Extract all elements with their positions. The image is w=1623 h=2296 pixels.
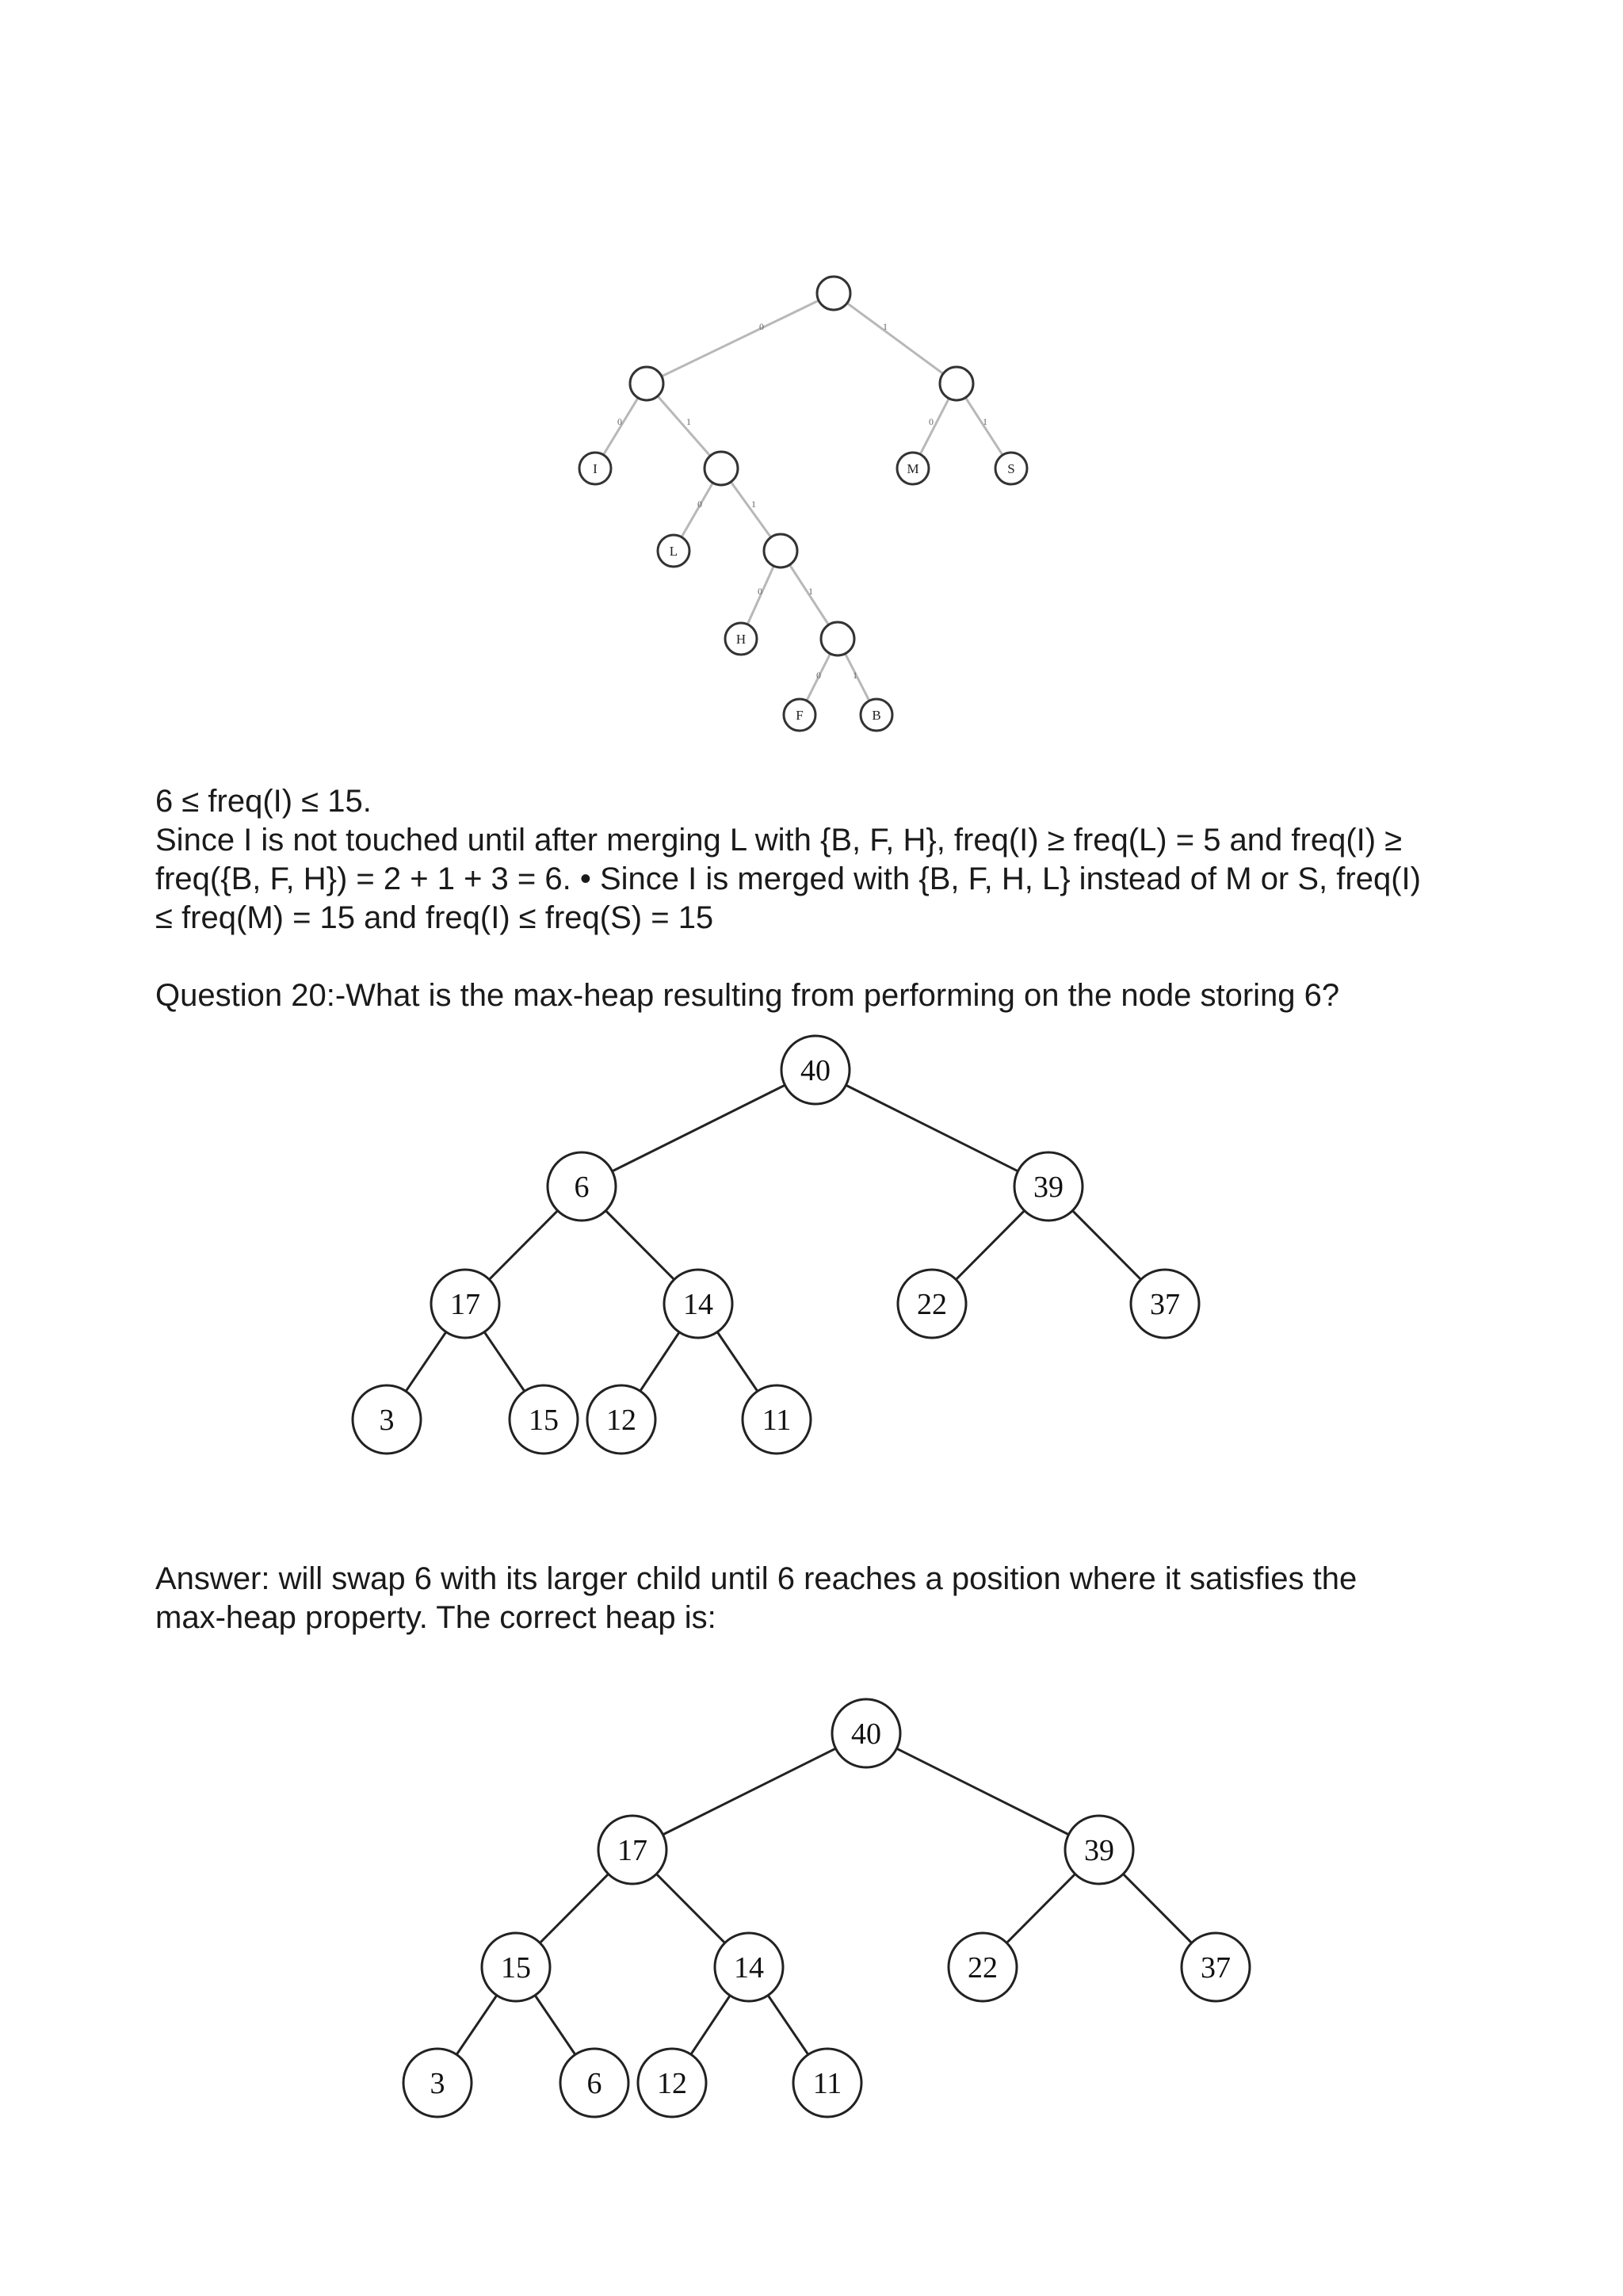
heap-node-value: 11 [812, 2067, 842, 2100]
internal-node [705, 452, 738, 485]
heap-node-value: 15 [501, 1951, 531, 1985]
internal-node [764, 534, 797, 567]
internal-node [821, 622, 854, 655]
edge-label-0: 0 [617, 416, 622, 427]
leaf-label-H: H [735, 632, 747, 647]
edge-label-1: 1 [686, 416, 691, 427]
edge-label-0: 0 [758, 586, 762, 597]
answer-line-1: Answer: will swap 6 with its larger child until 6 reaches a position where it satisfies the [155, 1561, 1358, 1596]
heap-node-value: 14 [734, 1951, 764, 1985]
heap-node-value: 22 [917, 1288, 947, 1321]
heap-node-value: 39 [1033, 1171, 1064, 1204]
heap-node-value: 37 [1150, 1288, 1180, 1321]
answer-line-2: max-heap property. The correct heap is: [155, 1600, 716, 1635]
heap-after-diagram [0, 1684, 1623, 2136]
heap-node-value: 3 [379, 1404, 395, 1437]
heap-node-value: 40 [800, 1054, 831, 1087]
leaf-label-L: L [669, 544, 678, 559]
heap-before-diagram [0, 1022, 1623, 1474]
heap-node-value: 6 [574, 1171, 590, 1204]
edge-label-1: 1 [751, 499, 756, 510]
heap-node-value: 40 [851, 1717, 881, 1751]
explanation-line-2: freq({B, F, H}) = 2 + 1 + 3 = 6. • Since I is merged with {B, F, H, L} instead of M or S, freq(I) [155, 861, 1421, 896]
edge-label-1: 1 [808, 586, 813, 597]
huffman-tree [0, 262, 1623, 737]
edge-label-0: 0 [759, 321, 764, 332]
heap-node-value: 14 [683, 1288, 713, 1321]
heap-node-value: 37 [1201, 1951, 1231, 1985]
edge-label-0: 0 [929, 416, 934, 427]
edge-label-1: 1 [983, 416, 987, 427]
range-statement: 6 ≤ freq(I) ≤ 15. [155, 784, 372, 819]
internal-node-root [817, 277, 850, 310]
heap-node-value: 22 [968, 1951, 998, 1985]
edge-label-0: 0 [816, 670, 821, 681]
internal-node [940, 367, 973, 400]
heap-node-value: 17 [617, 1834, 647, 1867]
heap-node-value: 11 [762, 1404, 792, 1437]
explanation-line-1: Since I is not touched until after merging L with {B, F, H}, freq(I) ≥ freq(L) = 5 and freq(I) ≥ [155, 823, 1403, 858]
explanation-line-3: ≤ freq(M) = 15 and freq(I) ≤ freq(S) = 15 [155, 900, 714, 935]
edge-label-1: 1 [853, 670, 857, 681]
leaf-label-M: M [907, 461, 919, 476]
leaf-label-I: I [593, 461, 598, 476]
heap-node-value: 3 [430, 2067, 445, 2100]
heap-node-value: 15 [529, 1404, 559, 1437]
edge-label-1: 1 [883, 321, 888, 332]
leaf-label-F: F [796, 708, 804, 723]
heap-node-value: 12 [606, 1404, 636, 1437]
heap-node-value: 6 [586, 2067, 602, 2100]
heap-node-value: 17 [450, 1288, 480, 1321]
leaf-label-B: B [872, 708, 881, 723]
leaf-label-S: S [1007, 461, 1015, 476]
heap-node-value: 39 [1084, 1834, 1114, 1867]
heap-node-value: 12 [657, 2067, 687, 2100]
question-20: Question 20:-What is the max-heap resulting from performing on the node storing 6? [155, 978, 1340, 1013]
internal-node [630, 367, 663, 400]
edge-label-0: 0 [697, 499, 702, 510]
